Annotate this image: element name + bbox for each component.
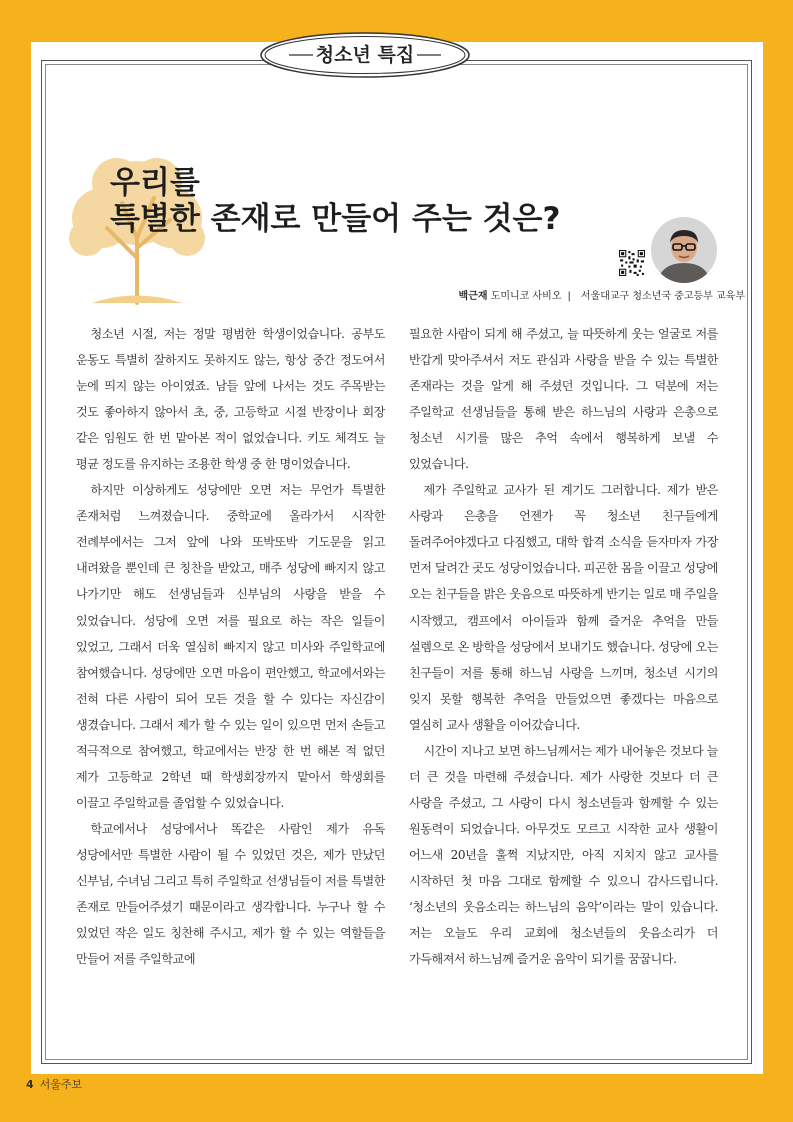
author-byline: 백근재 도미니코 사비오 | 서울대교구 청소년국 중고등부 교육부 xyxy=(458,291,745,302)
paragraph: 필요한 사람이 되게 해 주셨고, 늘 따뜻하게 웃는 얼굴로 저를 반갑게 맞아주셔서 저도 관심과 사랑을 받을 수 있는 특별한 존재라는 것을 알게 해 주셨던 것입니다. 그 덕분에 저는 주일학교 선생님들을 통해 받은 하느님의 사랑과 은총으로 청소년 시기를 많은 추억 속에서 행복하게 보낼 수 있었습니다. xyxy=(409,327,718,472)
publication-name: 서울주보 xyxy=(39,1078,83,1091)
title-line-2: 특별한 존재로 만들어 주는 것은? xyxy=(110,201,561,237)
section-label: 청소년 특집 xyxy=(315,44,415,66)
author-name: 백근재 xyxy=(458,291,488,302)
page-footer xyxy=(26,1076,82,1092)
qr-code-icon[interactable] xyxy=(619,250,645,276)
author-role: 도미니코 사비오 xyxy=(490,291,562,302)
paragraph: 시간이 지나고 보면 하느님께서는 제가 내어놓은 것보다 늘 더 큰 것을 마련해 주셨습니다. 제가 사랑한 것보다 더 큰 사랑을 주셨고, 그 사랑이 다시 청소년들과 함께할 수 있는 원동력이 되었습니다. 아무것도 모르고 시작한 교사 생활이 어느새 20년을 훌쩍 지났지만, 아직 지치지 않고 교사를 시작하던 첫 마음 그대로 함께할 수 있으니 감사드립니다. ‘청소년의 웃음소리는 하느님의 음악’이라는 말이 있습니다. 저는 오늘도 우리 교회에 청소년들의 웃음소리가 더 가득해져서 하느님께 즐거운 음악이 되기를 꿈꿉니다. xyxy=(409,743,718,967)
article-column-right xyxy=(409,321,718,972)
author-organization: 서울대교구 청소년국 중고등부 교육부 xyxy=(580,291,745,302)
page-number: 4 xyxy=(26,1078,34,1091)
paragraph: 청소년 시절, 저는 정말 평범한 학생이었습니다. 공부도 운동도 특별히 잘하지도 못하지도 않는, 항상 중간 정도여서 눈에 띄지 않는 아이였죠. 남들 앞에 나서는 것도 주목받는 것도 좋아하지 않아서 초, 중, 고등학교 시절 반장이나 회장 같은 임원도 한 번 맡아본 적이 없었습니다. 키도 체격도 늘 평균 정도를 유지하는 조용한 학생 중 한 명이었습니다. xyxy=(76,327,385,472)
article-column-left xyxy=(76,321,385,972)
paragraph: 하지만 이상하게도 성당에만 오면 저는 무언가 특별한 존재처럼 느껴졌습니다. 중학교에 올라가서 시작한 전례부에서는 그저 앞에 나와 또박또박 기도문을 읽고 내려왔을 뿐인데 큰 칭찬을 받았고, 매주 성당에 빠지지 않고 나가기만 해도 선생님들과 신부님의 사랑을 받을 수 있었습니다. 성당에 오면 저를 필요로 하는 작은 일들이 있었고, 그래서 더욱 열심히 빠지지 않고 미사와 주일학교에 참여했습니다. 성당에만 오면 마음이 편안했고, 학교에서와는 전혀 다른 사람이 되어 모든 것을 할 수 있다는 자신감이 생겼습니다. 그래서 제가 할 수 있는 일이 있으면 먼저 손들고 적극적으로 참여했고, 학교에서는 반장 한 번 해본 적 없던 제가 고등학교 2학년 때 학생회장까지 맡아서 학생회를 이끌고 주일학교를 졸업할 수 있었습니다. xyxy=(76,483,385,810)
paragraph: 학교에서나 성당에서나 똑같은 사람인 제가 유독 성당에서만 특별한 사람이 될 수 있었던 것은, 제가 만났던 신부님, 수녀님 그리고 특히 주일학교 선생님들이 저를 특별한 존재로 만들어주셨기 때문이라고 생각합니다. 누구나 할 수 있었던 작은 일도 칭찬해 주시고, 제가 할 수 있는 역할들을 만들어 저를 주일학교에 xyxy=(76,821,385,967)
author-photo xyxy=(651,217,717,283)
section-banner xyxy=(257,30,473,80)
article-title xyxy=(110,165,560,237)
paragraph: 제가 주일학교 교사가 된 계기도 그러합니다. 제가 받은 사랑과 은총을 언젠가 꼭 청소년 친구들에게 돌려주어야겠다고 다짐했고, 대학 합격 소식을 듣자마자 가장 먼저 달려간 곳도 성당이었습니다. 피곤한 몸을 이끌고 성당에 오는 친구들을 밝은 웃음으로 따뜻하게 반기는 일로 매 주일을 시작했고, 캠프에서 아이들과 함께 즐거운 추억을 만들 설렘으로 온 방학을 성당에서 보내기도 했습니다. 성당에 오는 친구들이 저를 통해 하느님 사랑을 느끼며, 청소년 시기의 잊지 못할 행복한 추억을 만들었으면 좋겠다는 마음으로 열심히 교사 생활을 이어갔습니다. xyxy=(409,483,718,732)
title-line-1: 우리를 xyxy=(110,165,200,201)
